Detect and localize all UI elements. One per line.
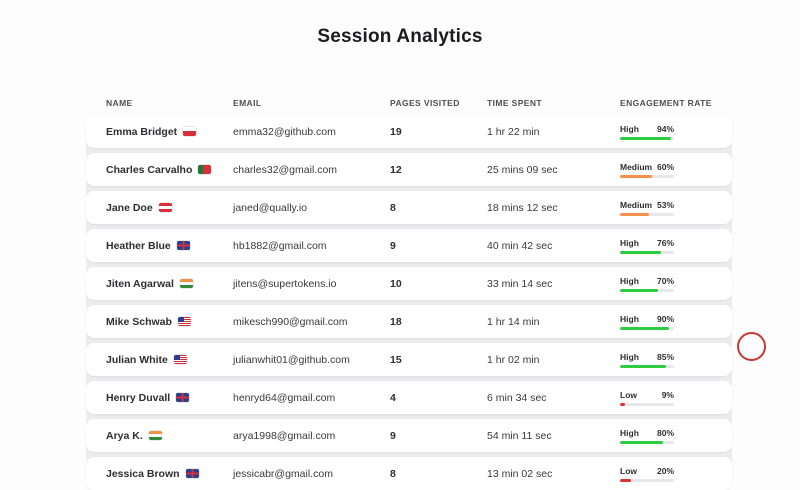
- engagement-level-label: Low: [620, 465, 637, 476]
- pages-visited-value: 10: [390, 277, 402, 290]
- pages-visited-value: 19: [390, 125, 402, 138]
- user-email: jitens@supertokens.io: [233, 277, 337, 290]
- engagement-bar-track: [620, 213, 674, 216]
- user-name: Julian White: [106, 353, 168, 366]
- user-name: Heather Blue: [106, 239, 171, 252]
- user-name-cell: [86, 468, 233, 480]
- engagement-bar-track: [620, 327, 674, 330]
- column-header-pages: PAGES VISITED: [390, 98, 460, 108]
- user-email: henryd64@gmail.com: [233, 391, 336, 404]
- pages-visited-value: 12: [390, 163, 402, 176]
- user-email: janed@qually.io: [233, 201, 308, 214]
- column-header-engagement: ENGAGEMENT RATE: [620, 98, 712, 108]
- engagement-cell: [620, 428, 674, 444]
- country-flag-icon: [180, 279, 193, 288]
- engagement-cell: [620, 124, 674, 140]
- table-row[interactable]: [86, 153, 732, 186]
- user-name-cell: [86, 278, 233, 290]
- user-name: Emma Bridget: [106, 125, 178, 138]
- country-flag-icon: [159, 203, 172, 212]
- column-header-time: TIME SPENT: [487, 98, 543, 108]
- column-header-name: NAME: [106, 98, 133, 108]
- user-name-cell: [86, 240, 233, 252]
- engagement-bar-track: [620, 175, 674, 178]
- user-email: jessicabr@gmail.com: [233, 467, 333, 480]
- pages-visited-value: 9: [390, 239, 396, 252]
- engagement-cell: [620, 238, 674, 254]
- engagement-bar-fill: [620, 251, 661, 254]
- pages-visited-value: 8: [390, 467, 396, 480]
- country-flag-icon: [178, 317, 191, 326]
- user-name: Jane Doe: [106, 201, 153, 214]
- engagement-level-label: High: [620, 123, 639, 134]
- pages-visited-value: 18: [390, 315, 402, 328]
- table-body: [86, 115, 732, 490]
- time-spent-value: 13 min 02 sec: [487, 467, 553, 480]
- engagement-cell: [620, 390, 674, 406]
- user-name: Henry Duvall: [106, 391, 171, 404]
- time-spent-value: 40 min 42 sec: [487, 239, 553, 252]
- user-name: Jessica Brown: [106, 467, 180, 480]
- engagement-bar-fill: [620, 289, 658, 292]
- user-name-cell: [86, 392, 233, 404]
- pages-visited-value: 9: [390, 429, 396, 442]
- red-circle-annotation: [737, 332, 766, 361]
- engagement-bar-track: [620, 479, 674, 482]
- engagement-bar-track: [620, 289, 674, 292]
- engagement-cell: [620, 162, 674, 178]
- table-row[interactable]: [86, 457, 732, 490]
- country-flag-icon: [183, 127, 196, 136]
- engagement-bar-track: [620, 251, 674, 254]
- engagement-level-label: Medium: [620, 199, 653, 210]
- engagement-percent-label: 60%: [656, 161, 674, 172]
- engagement-cell: [620, 352, 674, 368]
- engagement-percent-label: 85%: [656, 351, 674, 362]
- user-email: hb1882@gmail.com: [233, 239, 327, 252]
- user-name-cell: [86, 430, 233, 442]
- engagement-bar-fill: [620, 327, 669, 330]
- time-spent-value: 1 hr 14 min: [487, 315, 540, 328]
- country-flag-icon: [149, 431, 162, 440]
- pages-visited-value: 4: [390, 391, 396, 404]
- user-email: charles32@gmail.com: [233, 163, 338, 176]
- page-title: Session Analytics: [317, 26, 483, 47]
- engagement-cell: [620, 276, 674, 292]
- user-email: arya1998@gmail.com: [233, 429, 336, 442]
- engagement-bar-fill: [620, 365, 666, 368]
- user-name-cell: [86, 354, 233, 366]
- user-name-cell: [86, 164, 233, 176]
- engagement-cell: [620, 200, 674, 216]
- table-row[interactable]: [86, 343, 732, 376]
- user-name: Jiten Agarwal: [106, 277, 174, 290]
- engagement-bar-track: [620, 365, 674, 368]
- engagement-level-label: High: [620, 427, 639, 438]
- table-row[interactable]: [86, 229, 732, 262]
- engagement-bar-fill: [620, 175, 652, 178]
- engagement-percent-label: 90%: [656, 313, 674, 324]
- engagement-percent-label: 20%: [656, 465, 674, 476]
- engagement-level-label: High: [620, 351, 639, 362]
- user-name-cell: [86, 316, 233, 328]
- time-spent-value: 54 min 11 sec: [487, 429, 552, 442]
- table-row[interactable]: [86, 419, 732, 452]
- engagement-bar-track: [620, 403, 674, 406]
- country-flag-icon: [176, 393, 189, 402]
- session-analytics-table: [86, 96, 732, 490]
- user-name: Mike Schwab: [106, 315, 172, 328]
- table-row[interactable]: [86, 305, 732, 338]
- user-email: emma32@github.com: [233, 125, 336, 138]
- engagement-level-label: High: [620, 313, 639, 324]
- engagement-cell: [620, 466, 674, 482]
- time-spent-value: 33 min 14 sec: [487, 277, 553, 290]
- engagement-percent-label: 9%: [661, 389, 674, 400]
- user-email: julianwhit01@github.com: [233, 353, 350, 366]
- engagement-bar-fill: [620, 213, 649, 216]
- user-name: Charles Carvalho: [106, 163, 193, 176]
- user-name-cell: [86, 126, 233, 138]
- engagement-cell: [620, 314, 674, 330]
- table-row[interactable]: [86, 381, 732, 414]
- engagement-bar-fill: [620, 441, 663, 444]
- country-flag-icon: [174, 355, 187, 364]
- engagement-bar-track: [620, 137, 674, 140]
- engagement-bar-fill: [620, 137, 671, 140]
- time-spent-value: 25 mins 09 sec: [487, 163, 558, 176]
- table-row[interactable]: [86, 191, 732, 224]
- table-row[interactable]: [86, 267, 732, 300]
- engagement-level-label: High: [620, 275, 639, 286]
- table-header-row: [86, 96, 732, 110]
- user-name: Arya K.: [106, 429, 143, 442]
- time-spent-value: 6 min 34 sec: [487, 391, 547, 404]
- engagement-bar-track: [620, 441, 674, 444]
- engagement-percent-label: 94%: [656, 123, 674, 134]
- table-row[interactable]: [86, 115, 732, 148]
- user-email: mikesch990@gmail.com: [233, 315, 348, 328]
- engagement-level-label: High: [620, 237, 639, 248]
- country-flag-icon: [198, 165, 211, 174]
- engagement-bar-fill: [620, 479, 631, 482]
- time-spent-value: 1 hr 22 min: [487, 125, 540, 138]
- pages-visited-value: 8: [390, 201, 396, 214]
- column-header-email: EMAIL: [233, 98, 262, 108]
- engagement-level-label: Low: [620, 389, 637, 400]
- engagement-bar-fill: [620, 403, 625, 406]
- country-flag-icon: [177, 241, 190, 250]
- engagement-percent-label: 76%: [656, 237, 674, 248]
- pages-visited-value: 15: [390, 353, 402, 366]
- time-spent-value: 1 hr 02 min: [487, 353, 540, 366]
- engagement-level-label: Medium: [620, 161, 653, 172]
- engagement-percent-label: 80%: [656, 427, 674, 438]
- user-name-cell: [86, 202, 233, 214]
- engagement-percent-label: 53%: [656, 199, 674, 210]
- engagement-percent-label: 70%: [656, 275, 674, 286]
- time-spent-value: 18 mins 12 sec: [487, 201, 558, 214]
- country-flag-icon: [186, 469, 199, 478]
